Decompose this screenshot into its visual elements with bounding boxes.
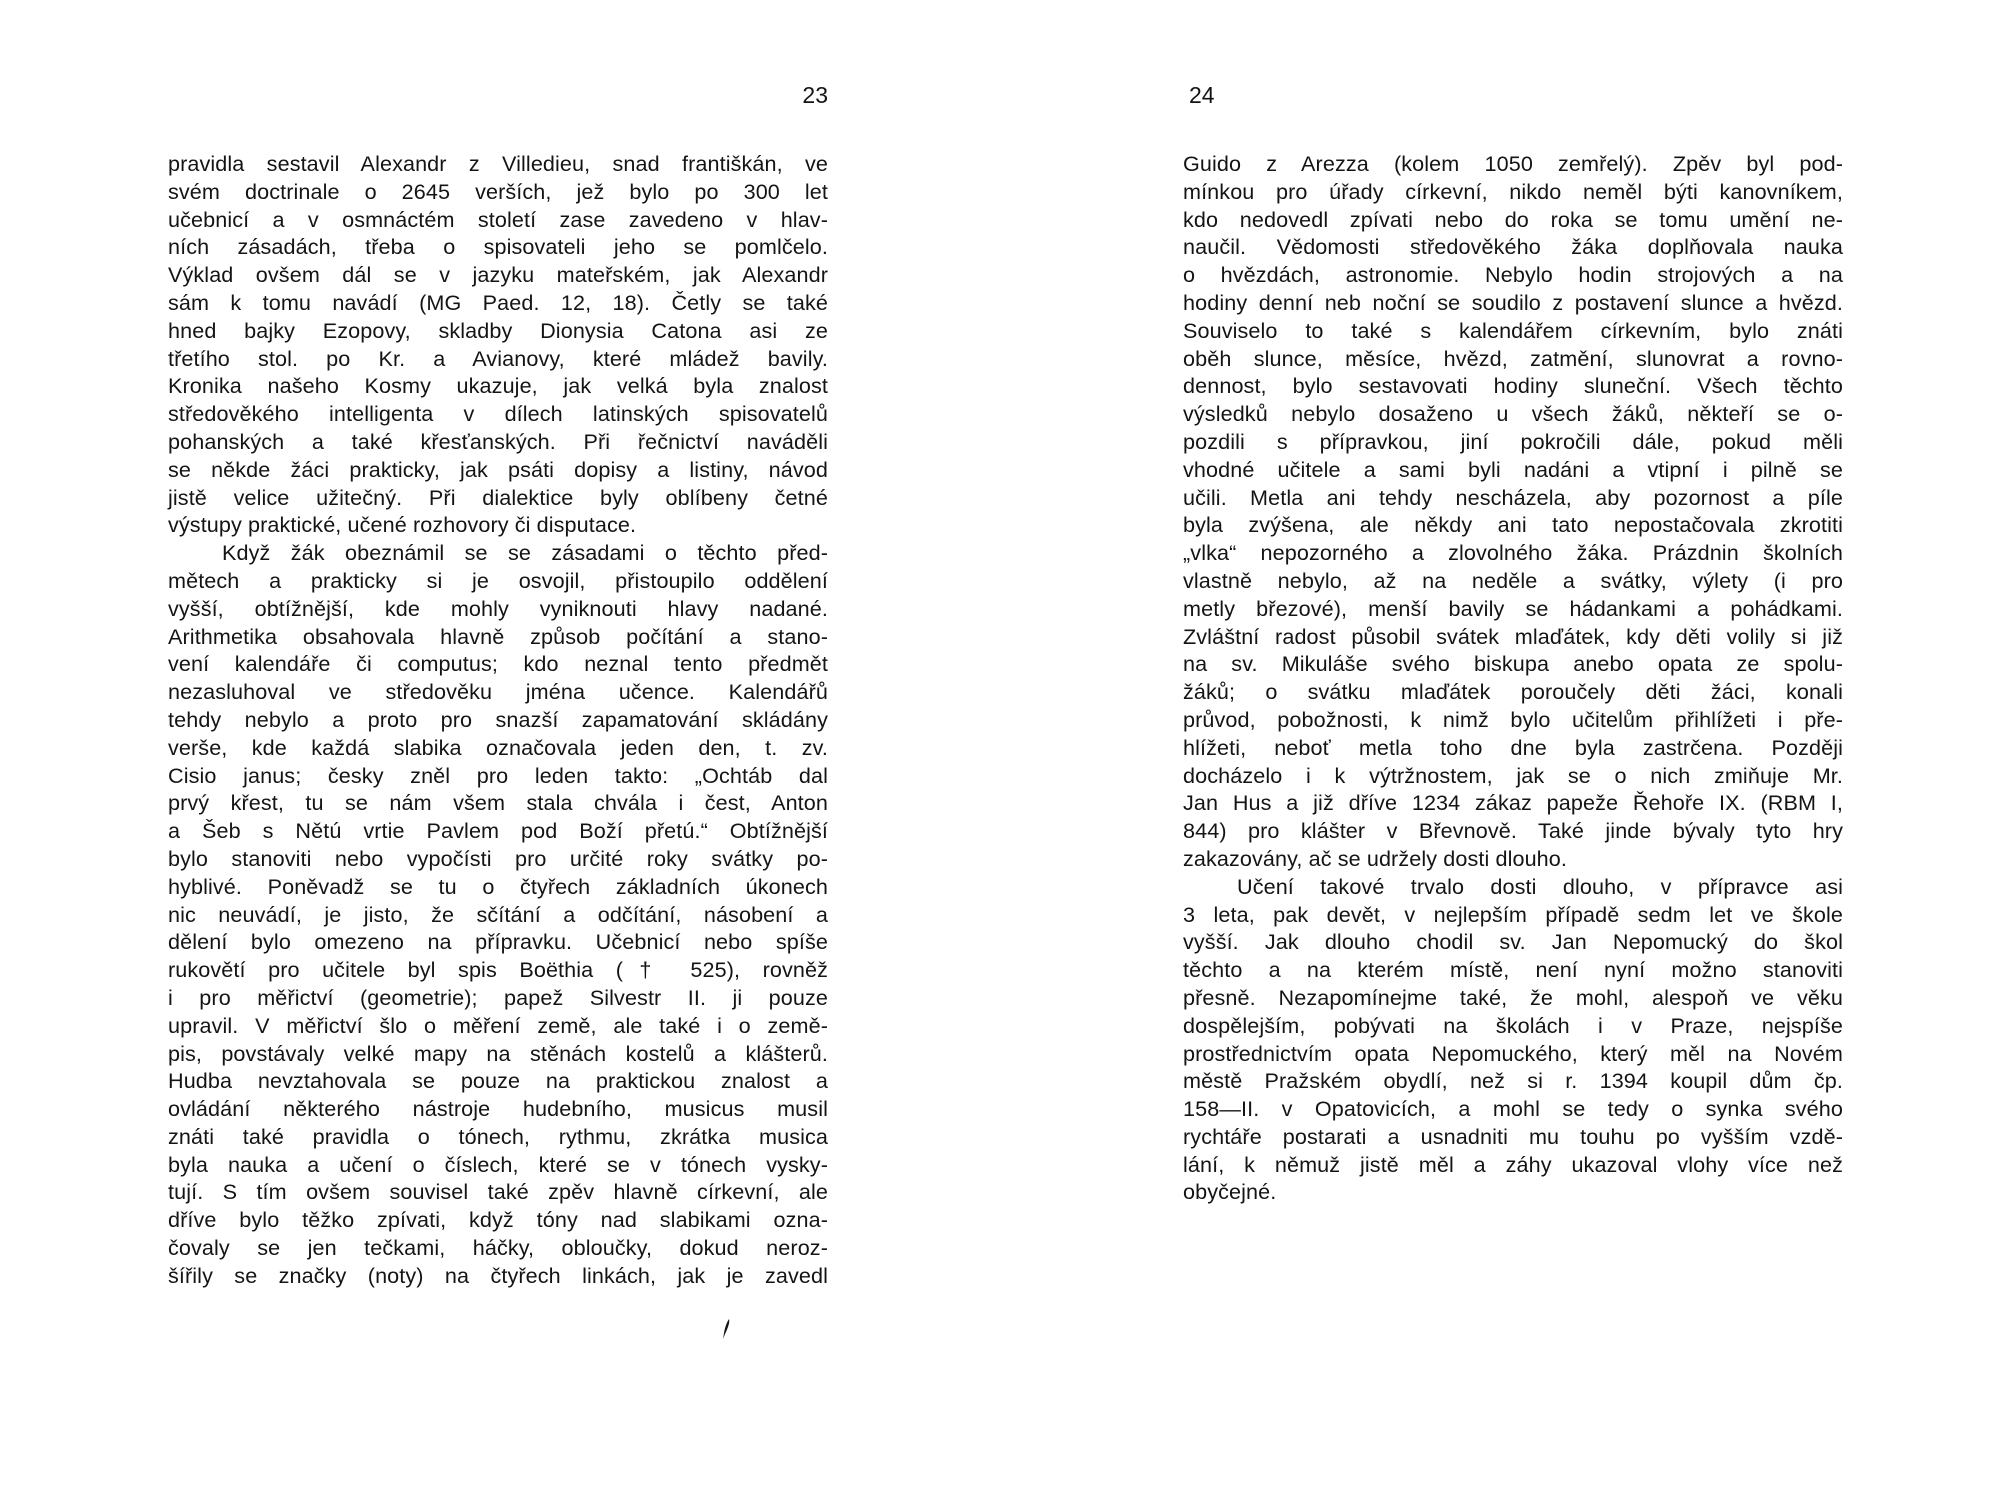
text-line: hyblivé. Poněvadž se tu o čtyřech základních úkonech [168,873,828,899]
text-line: Souviselo to také s kalendářem církevním, bylo znáti [1183,317,1843,343]
text-line: 844) pro klášter v Břevnově. Také jinde bývaly tyto hry [1183,818,1843,844]
text-line: oběh slunce, měsíce, hvězd, zatmění, slunovrat a rovno- [1183,345,1843,371]
text-line: dělení bylo omezeno na přípravku. Učebnicí nebo spíše [168,929,828,955]
text-line: „vlka“ nepozorného a zlovolného žáka. Prázdnin školních [1183,540,1843,566]
text-line: tují. S tím ovšem souvisel také zpěv hlavně církevní, ale [168,1179,828,1205]
text-line: hodiny denní neb noční se soudilo z postavení slunce a hvězd. [1183,289,1843,315]
text-line: byla nauka a učení o číslech, které se v tónech vysky- [168,1151,828,1177]
text-line: naučil. Vědomosti středověkého žáka doplňovala nauka [1183,234,1843,260]
text-line: ních zásadách, třeba o spisovateli jeho se pomlčelo. [168,234,828,260]
text-line: mínkou pro úřady církevní, nikdo neměl býti kanovníkem, [1183,178,1843,204]
text-line: znáti také pravidla o tónech, rythmu, zkrátka musica [168,1123,828,1149]
text-line: Zvláštní radost působil svátek mlaďátek, kdy děti volily si již [1183,623,1843,649]
text-line: vhodné učitele a sami byli nadáni a vtipní i pilně se [1183,456,1843,482]
text-line: pozdili s přípravkou, jiní pokročili dále, pokud měli [1183,428,1843,454]
text-line: dříve bylo těžko zpívati, když tóny nad slabikami ozna- [168,1207,828,1233]
text-line: pis, povstávaly velké mapy na stěnách kostelů a klášterů. [168,1040,828,1066]
page-number: 24 [1189,82,1215,108]
text-line: se někde žáci prakticky, jak psáti dopisy a listiny, návod [168,456,828,482]
page-number: 23 [802,82,828,108]
text-line: nezasluhoval ve středověku jména učence. Kalendářů [168,679,828,705]
text-line: verše, kde každá slabika označovala jeden den, t. zv. [168,734,828,760]
text-line: kdo nedovedl zpívati nebo do roka se tomu umění ne- [1183,206,1843,232]
text-line: upravil. V měřictví šlo o měření země, ale také i o země- [168,1012,828,1038]
text-line: hned bajky Ezopovy, skladby Dionysia Catona asi ze [168,317,828,343]
text-line: i pro měřictví (geometrie); papež Silvestr II. ji pouze [168,984,828,1010]
text-line: Jan Hus a již dříve 1234 zákaz papeže Řehoře IX. (RBM I, [1183,790,1843,816]
text-line: a Šeb s Nětú vrtie Pavlem pod Boží přetú.“ Obtížnější [168,818,828,844]
text-line: obyčejné. [1183,1179,1277,1205]
text-line: docházelo i k výtržnostem, jak se o nich zmiňuje Mr. [1183,762,1843,788]
text-line: dennost, bylo sestavovati hodiny sluneční. Všech těchto [1183,373,1843,399]
text-line: žáků; o svátku mlaďátek poroučely děti žáci, konali [1183,679,1843,705]
text-line: Hudba nevztahovala se pouze na praktickou znalost a [168,1068,828,1094]
text-line: třetího stol. po Kr. a Avianovy, které mládež bavily. [168,345,828,371]
text-line: učili. Metla ani tehdy nescházela, aby pozornost a píle [1183,484,1843,510]
text-line: 158—II. v Opatovicích, a mohl se tedy o synka svého [1183,1096,1843,1122]
text-line: výsledků nebylo dosaženo u všech žáků, někteří se o- [1183,401,1843,427]
text-line: na sv. Mikuláše svého biskupa anebo opata ze spolu- [1183,651,1843,677]
text-line: průvod, pobožnosti, k nimž bylo učitelům přihlížeti i pře- [1183,706,1843,732]
text-line: Když žák obeznámil se se zásadami o těchto před- [222,540,828,566]
text-line: lání, k němuž jistě měl a záhy ukazoval vlohy více než [1183,1151,1843,1177]
text-line: 3 leta, pak devět, v nejlepším případě sedm let ve škole [1183,901,1843,927]
text-line: byla zvýšena, ale někdy ani tato nepostačovala zkrotiti [1183,512,1843,538]
text-line: vyšší. Jak dlouho chodil sv. Jan Nepomucký do škol [1183,929,1843,955]
text-line: vení kalendáře či computus; kdo neznal tento předmět [168,651,828,677]
text-line: hlížeti, neboť metla toho dne byla zastrčena. Později [1183,734,1843,760]
text-line: vyšší, obtížnější, kde mohly vyniknouti hlavy nadané. [168,595,828,621]
right-page-text [1183,150,1843,1206]
text-line: Guido z Arezza (kolem 1050 zemřelý). Zpěv byl pod- [1183,151,1843,176]
text-line: o hvězdách, astronomie. Nebylo hodin strojových a na [1183,262,1843,288]
text-line: prostřednictvím opata Nepomuckého, který měl na Novém [1183,1040,1843,1066]
text-line: ovládání některého nástroje hudebního, musicus musil [168,1096,828,1122]
text-line: učebnicí a v osmnáctém století zase zavedeno v hlav- [168,206,828,232]
text-line: Arithmetika obsahovala hlavně způsob počítání a stano- [168,623,828,649]
text-line: vlastně nebylo, až na neděle a svátky, výlety (i pro [1183,567,1843,593]
text-line: středověkého intelligenta v dílech latinských spisovatelů [168,401,828,427]
text-line: šířily se značky (noty) na čtyřech linkách, jak je zavedl [168,1262,828,1288]
text-line: rukovětí pro učitele byl spis Boëthia († 525), rovněž [168,957,828,983]
text-line: tehdy nebylo a proto pro snazší zapamatování skládány [168,706,828,732]
text-line: metly březové), menší bavily se hádankami a pohádkami. [1183,595,1843,621]
text-line: prvý křest, tu se nám všem stala chvála i čest, Anton [168,790,828,816]
text-line: Učení takové trvalo dosti dlouho, v přípravce asi [1237,873,1843,899]
text-line: sám k tomu navádí (MG Paed. 12, 18). Četly se také [168,289,828,315]
text-line: Cisio janus; česky zněl pro leden takto: „Ochtáb dal [168,762,828,788]
text-line: jistě velice užitečný. Při dialektice byly oblíbeny četné [168,484,828,510]
text-line: zakazovány, ač se udržely dosti dlouho. [1183,845,1568,871]
text-line: Kronika našeho Kosmy ukazuje, jak velká byla znalost [168,373,828,399]
right-page [1183,0,1843,1501]
ink-speck [722,1318,731,1340]
text-line: svém doctrinale o 2645 verších, jež bylo po 300 let [168,178,828,204]
text-line: pohanských a také křesťanských. Při řečnictví naváděli [168,428,828,454]
text-line: výstupy praktické, učené rozhovory či disputace. [168,512,637,538]
text-line: nic neuvádí, je jisto, že sčítání a odčítání, násobení a [168,901,828,927]
left-page-text [168,150,828,1290]
text-line: bylo stanoviti nebo vypočísti pro určité roky svátky po- [168,845,828,871]
text-line: pravidla sestavil Alexandr z Villedieu, snad františkán, ve [168,151,828,176]
text-line: těchto a na kterém místě, není nyní možno stanoviti [1183,957,1843,983]
left-page [168,0,828,1501]
text-line: přesně. Nezapomínejme také, že mohl, alespoň ve věku [1183,984,1843,1010]
text-line: rychtáře postarati a usnadniti mu touhu po vyšším vzdě- [1183,1123,1843,1149]
text-line: mětech a prakticky si je osvojil, přistoupilo oddělení [168,567,828,593]
text-line: dospělejším, pobývati na školách i v Praze, nejspíše [1183,1012,1843,1038]
text-line: čovaly se jen tečkami, háčky, obloučky, dokud neroz- [168,1235,828,1261]
text-line: městě Pražském obydlí, než si r. 1394 koupil dům čp. [1183,1068,1843,1094]
text-line: Výklad ovšem dál se v jazyku mateřském, jak Alexandr [168,262,828,288]
